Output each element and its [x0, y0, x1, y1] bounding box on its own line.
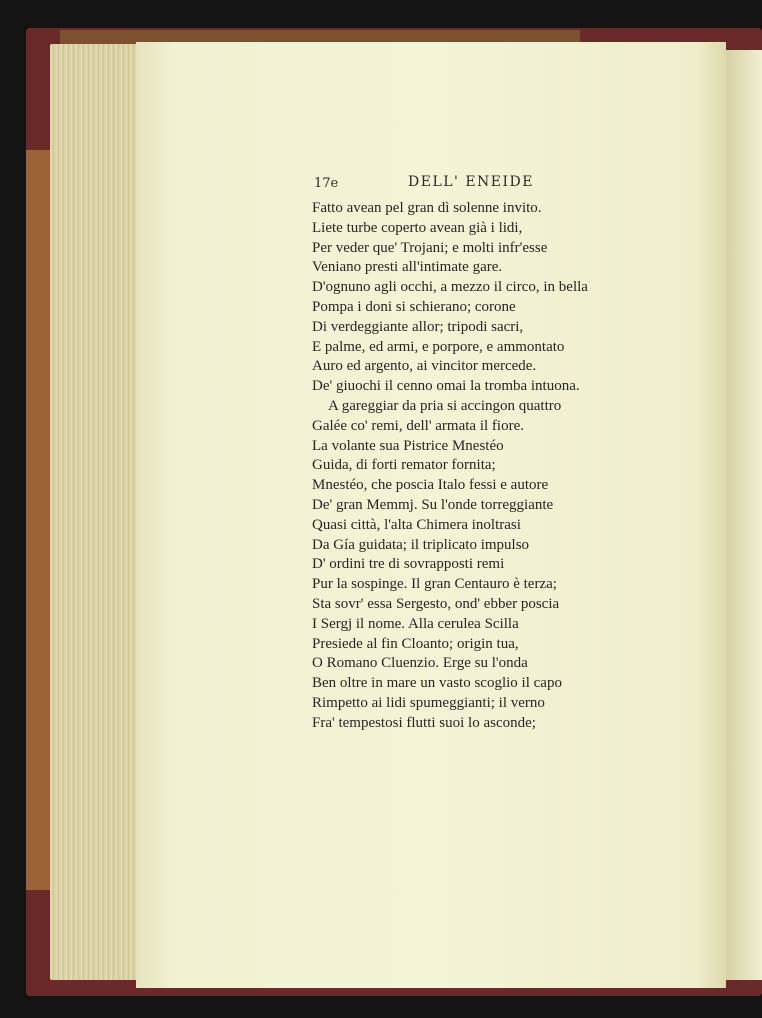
verse-line: Liete turbe coperto avean già i lidi, — [312, 219, 523, 236]
verse-line: Guida, di forti remator fornita; — [312, 457, 496, 474]
verse-text — [312, 199, 642, 734]
verse-line: Veniano presti all'intimate gare. — [312, 259, 503, 276]
running-head — [314, 174, 554, 196]
verse-line: Galée co' remi, dell' armata il fiore. — [312, 417, 524, 434]
verse-line: D' ordini tre di sovrapposti remi — [312, 556, 505, 573]
verse-line: Sta sovr' essa Sergesto, ond' ebber poscia — [312, 595, 560, 612]
verse-line: Fra' tempestosi flutti suoi lo asconde; — [312, 714, 536, 731]
page-edges — [50, 44, 144, 980]
verse-line: Pur la sospinge. Il gran Centauro è terza; — [312, 576, 557, 593]
verse-line: A gareggiar da pria si accingon quattro — [328, 397, 562, 414]
verse-line: Mnestéo, che poscia Italo fessi e autore — [312, 477, 549, 494]
verse-line: Ben oltre in mare un vasto scoglio il capo — [312, 675, 562, 692]
verse-line: La volante sua Pistrice Mnestéo — [312, 437, 504, 454]
verse-line: De' gran Memmj. Su l'onde torreggiante — [312, 496, 554, 513]
verse-line: De' giuochi il cenno omai la tromba intuona. — [312, 378, 580, 395]
facing-page-edge — [726, 50, 762, 980]
verse-line: Di verdeggiante allor; tripodi sacri, — [312, 318, 524, 335]
verse-line: Per veder que' Trojani; e molti infr'esse — [312, 239, 548, 256]
cover-edge — [26, 150, 50, 890]
verse-line: O Romano Cluenzio. Erge su l'onda — [312, 655, 528, 672]
verse-line: Presiede al fin Cloanto; origin tua, — [312, 635, 519, 652]
verse-line: Rimpetto ai lidi spumeggianti; il verno — [312, 694, 545, 711]
running-title: DELL' ENEIDE — [408, 174, 535, 190]
verse-line: I Sergj il nome. Alla cerulea Scilla — [312, 615, 519, 632]
verse-line: Auro ed argento, ai vincitor mercede. — [312, 358, 537, 375]
verse-line: Pompa i doni si schierano; corone — [312, 298, 516, 315]
verse-line: E palme, ed armi, e porpore, e ammontato — [312, 338, 565, 355]
verse-line: Quasi città, l'alta Chimera inoltrasi — [312, 516, 521, 533]
verse-line: D'ognuno agli occhi, a mezzo il circo, in bella — [312, 279, 588, 296]
page-number: 17e — [314, 176, 339, 191]
verse-line: Da Gía guidata; il triplicato impulso — [312, 536, 530, 553]
verse-line: Fatto avean pel gran dì solenne invito. — [312, 200, 542, 216]
